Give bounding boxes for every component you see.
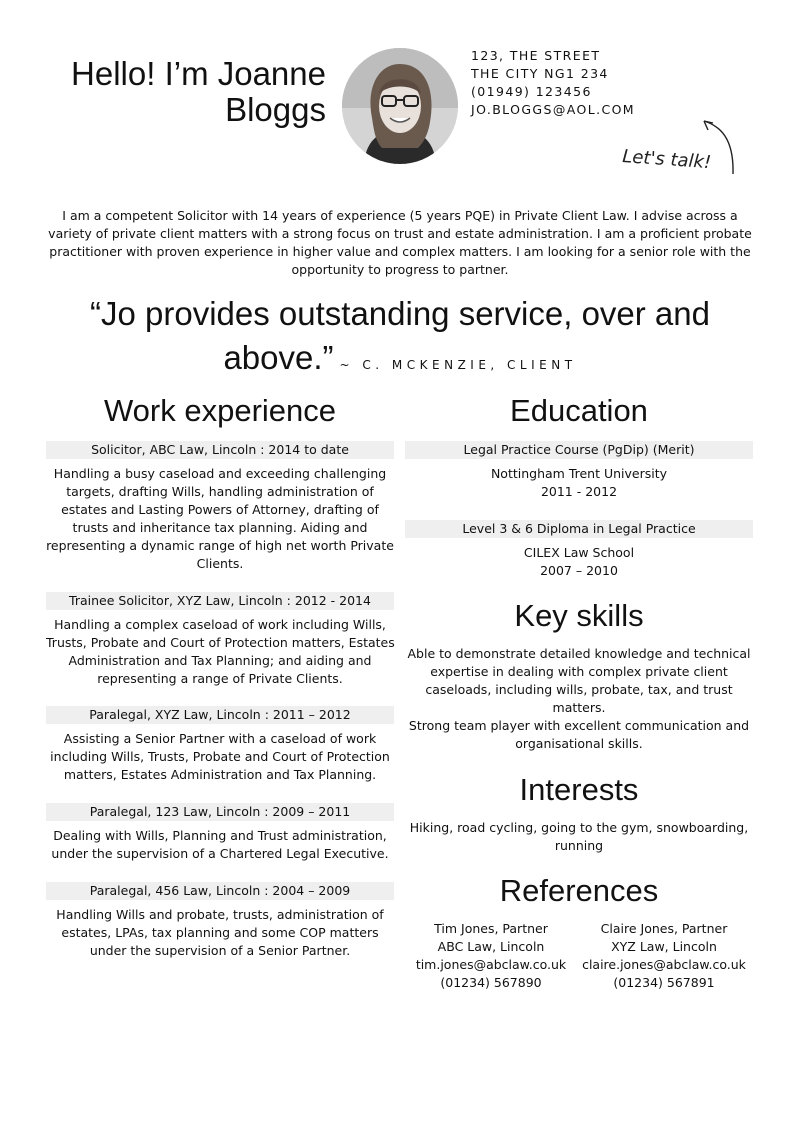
job-line: Trusts, Probate and Court of Protection matters, Estates — [46, 635, 395, 650]
reference-name: Tim Jones, Partner — [434, 921, 548, 936]
job-line: Dealing with Wills, Planning and Trust administration, — [53, 828, 387, 843]
job-line: Assisting a Senior Partner with a caseload of work — [63, 731, 377, 746]
reference-card — [406, 920, 576, 992]
job-line: representing a dynamic range of high net worth Private — [46, 538, 394, 553]
testimonial-quote — [60, 292, 740, 387]
name-line-1: Hello! I’m Joanne — [71, 55, 326, 92]
references-heading: References — [499, 873, 659, 908]
job-line: including Wills, Trusts, Probate and Court of Protection — [50, 749, 390, 764]
job-line: Clients. — [196, 556, 244, 571]
job-line: Handling Wills and probate, trusts, administration of — [56, 907, 384, 922]
key-skills-heading: Key skills — [514, 598, 644, 633]
education-title-bar: Level 3 & 6 Diploma in Legal Practice — [405, 520, 753, 538]
profile-photo — [342, 48, 458, 164]
skills-line: expertise in dealing with complex private client — [430, 664, 728, 679]
quote-text: “Jo provides outstanding service, over and above.” — [89, 295, 710, 376]
reference-phone: (01234) 567890 — [440, 975, 542, 990]
job-title-bar: Trainee Solicitor, XYZ Law, Lincoln : 2012 - 2014 — [46, 592, 394, 610]
education-school: Nottingham Trent University — [490, 466, 668, 481]
interests-text — [405, 819, 753, 855]
name-line-2: Bloggs — [225, 91, 326, 128]
job-line: estates, LPAs, tax planning and some COP matters — [61, 925, 379, 940]
job-line: representing a range of Private Clients. — [97, 671, 343, 686]
job-description — [46, 906, 394, 960]
lets-talk-label: Let's talk! — [621, 146, 712, 174]
reference-email[interactable]: tim.jones@abclaw.co.uk — [415, 957, 567, 972]
job-line: Handling a busy caseload and exceeding challenging — [53, 466, 387, 481]
skills-line: matters. — [552, 700, 606, 715]
arrow-icon — [612, 118, 742, 180]
reference-card — [579, 920, 749, 992]
job-title-bar: Paralegal, 123 Law, Lincoln : 2009 – 2011 — [46, 803, 394, 821]
job-line: under the supervision of a Chartered Legal Executive. — [51, 846, 389, 861]
job-title-bar: Paralegal, 456 Law, Lincoln : 2004 – 2009 — [46, 882, 394, 900]
name-heading — [40, 56, 326, 128]
phone-number: (01949) 123456 — [471, 84, 592, 99]
education-years: 2011 - 2012 — [540, 484, 618, 499]
job-line: Administration and Tax Planning; and aiding and — [68, 653, 372, 668]
email-address[interactable]: JO.BLOGGS@AOL.COM — [471, 102, 635, 117]
skills-line: Able to demonstrate detailed knowledge and technical — [407, 646, 751, 661]
contact-details — [471, 47, 635, 119]
job-line: under the supervision of a Senior Partner. — [89, 943, 351, 958]
job-description — [46, 616, 394, 688]
interests-heading: Interests — [519, 772, 639, 807]
intro-paragraph: I am a competent Solicitor with 14 years of experience (5 years PQE) in Private Client Law. I advise across a variety of private client matters with a strong focus on trust and estate administration. I am a proficient probate practitioner with proven experience in higher value and complex matters. I am looking for a senior role with the opportunity to progress to partner. — [48, 208, 752, 277]
lets-talk-note — [612, 118, 742, 180]
education-title-bar: Legal Practice Course (PgDip) (Merit) — [405, 441, 753, 459]
job-description — [46, 827, 394, 863]
skills-line: Strong team player with excellent communication and — [408, 718, 750, 733]
job-line: estates and Lasting Powers of Attorney, drafting of — [61, 502, 379, 517]
job-line: matters, Estates Administration and Tax Planning. — [63, 767, 377, 782]
job-line: targets, drafting Wills, handling administration of — [66, 484, 374, 499]
job-line: trusts and inheritance tax planning. Aiding and — [72, 520, 368, 535]
education-details — [405, 465, 753, 501]
education-details — [405, 544, 753, 580]
reference-phone: (01234) 567891 — [613, 975, 715, 990]
skills-line: caseloads, including wills, probate, tax, and trust — [425, 682, 733, 697]
reference-company: ABC Law, Lincoln — [437, 939, 545, 954]
quote-attribution: ~ C. MCKENZIE, CLIENT — [339, 358, 577, 372]
portrait-image — [342, 48, 458, 164]
education-school: CILEX Law School — [523, 545, 635, 560]
reference-email[interactable]: claire.jones@abclaw.co.uk — [582, 957, 746, 972]
job-title-bar: Paralegal, XYZ Law, Lincoln : 2011 – 2012 — [46, 706, 394, 724]
job-description — [46, 730, 394, 784]
reference-company: XYZ Law, Lincoln — [611, 939, 717, 954]
reference-name: Claire Jones, Partner — [600, 921, 728, 936]
skills-line: organisational skills. — [515, 736, 643, 751]
address-line-2: THE CITY NG1 234 — [471, 66, 609, 81]
job-line: Handling a complex caseload of work including Wills, — [54, 617, 386, 632]
interests-line: Hiking, road cycling, going to the gym, snowboarding, — [409, 820, 749, 835]
job-description — [46, 465, 394, 573]
education-years: 2007 – 2010 — [540, 563, 618, 578]
work-experience-heading: Work experience — [103, 393, 337, 428]
job-title-bar: Solicitor, ABC Law, Lincoln : 2014 to date — [46, 441, 394, 459]
key-skills-text — [405, 645, 753, 753]
interests-line: running — [554, 838, 604, 853]
address-line-1: 123, THE STREET — [471, 48, 601, 63]
education-heading: Education — [510, 393, 648, 428]
